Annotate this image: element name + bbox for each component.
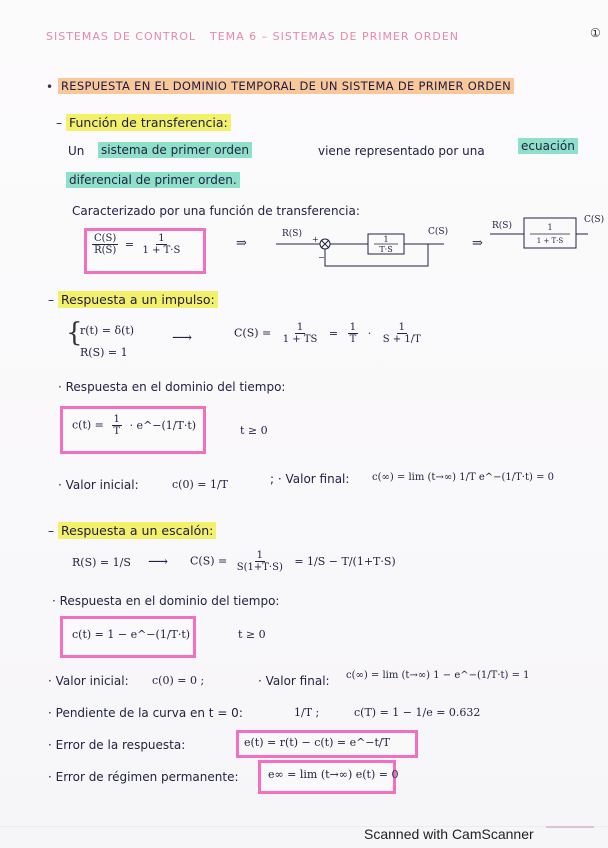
- transfer-dash: –: [56, 116, 62, 130]
- step-cs-formula: [190, 550, 396, 573]
- step-cs-den: S(1+T·S): [236, 562, 283, 573]
- step-initial-value: c(0) = 0 ;: [152, 674, 205, 687]
- impulse-f3-den: S + 1/T: [382, 334, 421, 345]
- bd2-output-label: C(S): [584, 215, 605, 225]
- step-heading: Respuesta a un escalón:: [58, 522, 216, 539]
- step-final-value: c(∞) = lim (t→∞) 1 − e^−(1/T·t) = 1: [346, 670, 530, 681]
- impulse-f3-num: 1: [398, 322, 405, 333]
- impulse-ct-den: T: [113, 426, 121, 437]
- impulse-heading: Respuesta a un impulso:: [58, 291, 218, 308]
- impulse-cs-label: C(S) =: [234, 326, 272, 340]
- block-diagram-equivalent: [488, 212, 606, 256]
- impulse-time-label: · Respuesta en el dominio del tiempo:: [58, 380, 286, 394]
- impulse-initial-value: c(0) = 1/T: [172, 478, 228, 491]
- step-error-value: e(t) = r(t) − c(t) = e^−t/T: [244, 736, 390, 749]
- tf-rhs-num: 1: [158, 233, 165, 244]
- step-ct-condition: t ≥ 0: [238, 628, 266, 641]
- transfer-highlight-system: sistema de primer orden: [98, 142, 252, 158]
- bd1-minus: −: [318, 253, 325, 262]
- step-slope-label: · Pendiente de la curva en t = 0:: [48, 706, 243, 720]
- impulse-dash: –: [48, 293, 54, 307]
- bd1-feedback-line: [325, 244, 428, 266]
- impulse-initial-label: · Valor inicial:: [58, 478, 139, 492]
- step-ct-at-T: c(T) = 1 − 1/e = 0.632: [354, 706, 481, 719]
- implies-arrow-2: ⇒: [472, 236, 483, 251]
- step-time-label: · Respuesta en el dominio del tiempo:: [52, 594, 280, 608]
- step-ct: c(t) = 1 − e^−(1/T·t): [72, 628, 191, 641]
- impulse-arrow: ⟶: [172, 330, 193, 346]
- impulse-cs-formula: [234, 322, 423, 345]
- impulse-ct-condition: t ≥ 0: [240, 424, 268, 437]
- tf-lhs-num: C(S): [94, 233, 117, 244]
- transfer-text-a: Un: [68, 144, 85, 158]
- title-bullet: •: [46, 80, 54, 94]
- step-cs-label: C(S) =: [190, 554, 228, 568]
- transfer-highlight-differential: diferencial de primer orden.: [66, 172, 240, 188]
- tf-rhs-den: 1 + T·S: [142, 245, 181, 256]
- impulse-input-rt: r(t) = δ(t): [80, 324, 135, 337]
- transfer-highlight-equation: ecuación: [518, 138, 578, 154]
- impulse-final-value: c(∞) = lim (t→∞) 1/T e^−(1/T·t) = 0: [372, 472, 554, 483]
- bd2-input-label: R(S): [492, 221, 512, 231]
- step-final-label: · Valor final:: [258, 674, 330, 688]
- impulse-f2-num: 1: [349, 322, 357, 333]
- impulse-equals: =: [328, 326, 339, 340]
- footer-scanner-label: Scanned with CamScanner: [364, 826, 534, 842]
- step-rs: R(S) = 1/S: [72, 556, 131, 569]
- step-error-label: · Error de la respuesta:: [48, 738, 186, 752]
- impulse-ct-lhs: c(t) =: [72, 418, 104, 432]
- step-initial-label: · Valor inicial:: [48, 674, 129, 688]
- impulse-input-rs: R(S) = 1: [80, 346, 128, 359]
- tf-lhs-den: R(S): [94, 245, 117, 256]
- page-number: ①: [590, 26, 601, 40]
- block-diagram-closed-loop: [268, 222, 468, 272]
- impulse-f2-den: T: [349, 334, 357, 345]
- step-slope-value: 1/T ;: [294, 706, 320, 719]
- step-cs-num: 1: [256, 550, 263, 561]
- impulse-ct-formula: [72, 414, 196, 437]
- bd1-plus: +: [312, 235, 319, 244]
- bd1-input-label: R(S): [282, 229, 302, 239]
- impulse-ct-num: 1: [113, 414, 120, 425]
- step-dash: –: [48, 524, 54, 538]
- step-ss-error-value: e∞ = lim (t→∞) e(t) = 0: [268, 768, 399, 781]
- transfer-heading: Función de transferencia:: [66, 114, 231, 131]
- step-cs-rest: = 1/S − T/(1+T·S): [294, 554, 396, 568]
- impulse-f1-den: 1 + TS: [282, 334, 318, 345]
- header-topic: TEMA 6 – SISTEMAS DE PRIMER ORDEN: [210, 30, 460, 43]
- transfer-text-b: viene representado por una: [318, 144, 485, 158]
- impulse-final-label: ; · Valor final:: [270, 472, 350, 486]
- bd1-block-den: T·S: [379, 245, 393, 254]
- step-arrow: ⟶: [148, 554, 169, 570]
- impulse-dot: ·: [367, 326, 372, 340]
- header-course: SISTEMAS DE CONTROL: [46, 30, 197, 43]
- bd2-block-den: 1 + T·S: [536, 237, 564, 245]
- step-ss-error-label: · Error de régimen permanente:: [48, 770, 239, 784]
- transfer-function-formula: $\frac{C(S)}{R(S)}$ = $\frac{1}{1 + T\cdot S}$: [94, 233, 181, 256]
- impulse-f1-num: 1: [296, 322, 304, 333]
- impulse-brace: {: [66, 318, 83, 348]
- bd1-block-num: 1: [383, 235, 389, 244]
- footer-pink-mark: [546, 826, 594, 828]
- main-title: RESPUESTA EN EL DOMINIO TEMPORAL DE UN SISTEMA DE PRIMER ORDEN: [58, 78, 514, 94]
- transfer-characterized: Caracterizado por una función de transferencia:: [72, 204, 360, 218]
- impulse-ct-exp: · e^−(1/T·t): [129, 418, 197, 432]
- bd2-block-num: 1: [547, 223, 553, 232]
- implies-arrow-1: ⇒: [236, 236, 247, 251]
- bd1-output-label: C(S): [428, 227, 449, 237]
